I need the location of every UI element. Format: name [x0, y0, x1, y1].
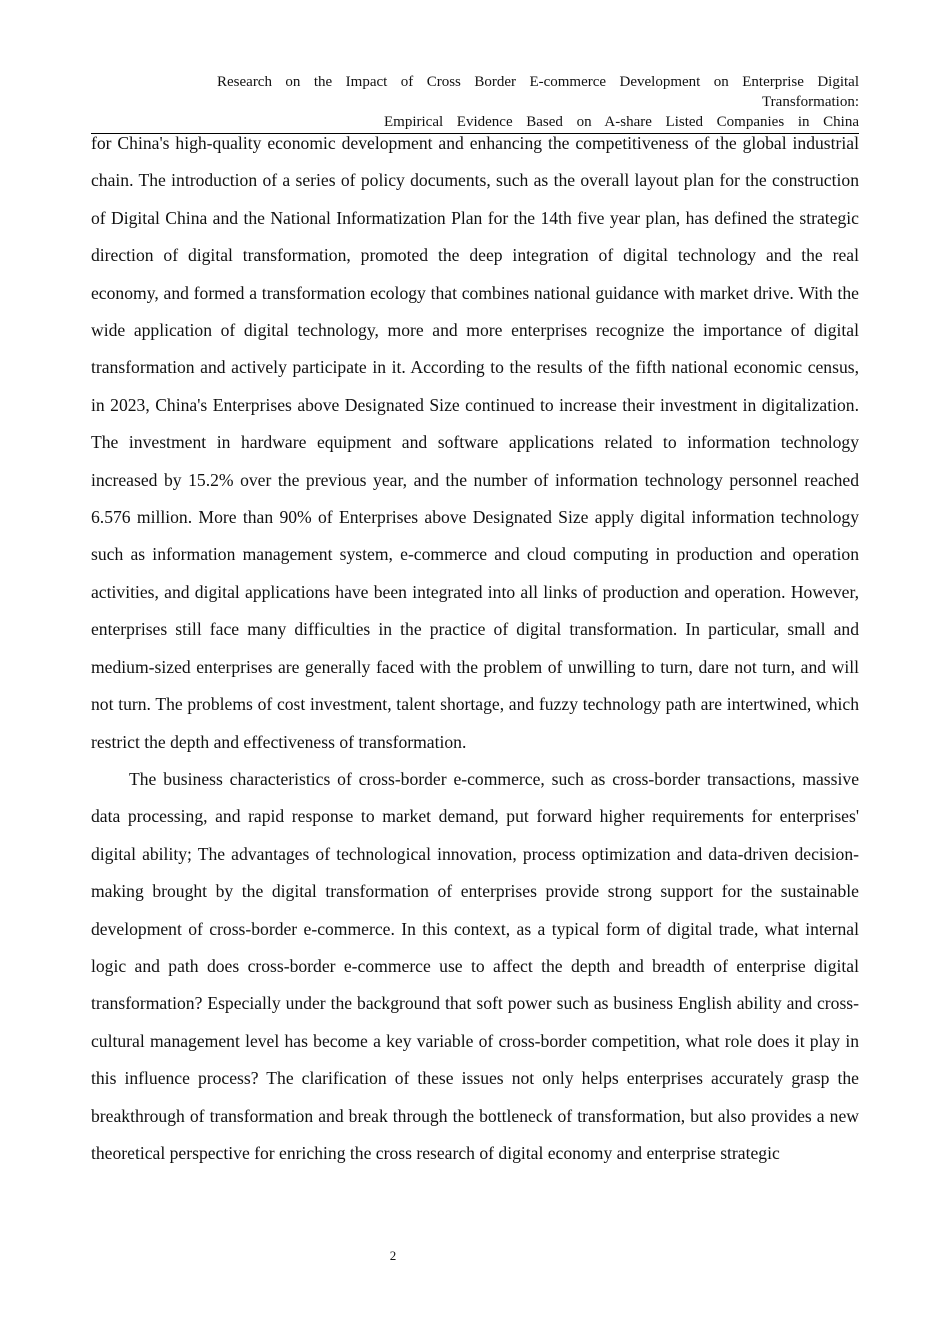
body-text [91, 125, 859, 1172]
header-title-line-3: Empirical Evidence Based on A-share Listed Companies in China [384, 114, 859, 130]
page-number: 2 [389, 1248, 397, 1263]
paragraph: The business characteristics of cross-border e-commerce, such as cross-border transactions, massive data processing, and rapid response to market demand, put forward higher requirements for enterprises' digital ability; The advantages of technological innovation, process optimization and data-driven decision-making brought by the digital transformation of enterprises provide strong support for the sustainable development of cross-border e-commerce. In this context, as a typical form of digital trade, what internal logic and path does cross-border e-commerce use to affect the depth and breadth of enterprise digital transformation? Especially under the background that soft power such as business English ability and cross-cultural management level has become a key variable of cross-border competition, what role does it play in this influence process? The clarification of these issues not only helps enterprises accurately grasp the breakthrough of transformation and break through the bottleneck of transformation, but also provides a new theoretical perspective for enriching the cross research of digital economy and enterprise strategic [91, 768, 859, 1163]
header-title-line-2: Transformation: [762, 94, 859, 110]
paragraph-continued: for China's high-quality economic development and enhancing the competitiveness of the global industrial chain. The introduction of a series of policy documents, such as the overall layout plan for the construction of Digital China and the National Informatization Plan for the 14th five year plan, has defined the strategic direction of digital transformation, promoted the deep integration of digital technology and the real economy, and formed a transformation ecology that combines national guidance with market drive. With the wide application of digital technology, more and more enterprises recognize the importance of digital transformation and actively participate in it. According to the results of the fifth national economic census, in 2023, China's Enterprises above Designated Size continued to increase their investment in digitalization. The investment in hardware equipment and software applications related to information technology increased by 15.2% over the previous year, and the number of information technology personnel reached 6.576 million. More than 90% of Enterprises above Designated Size apply digital information technology such as information management system, e-commerce and cloud computing in production and operation activities, and digital applications have been integrated into all links of production and operation. However, enterprises still face many difficulties in the practice of digital transformation. In particular, small and medium-sized enterprises are generally faced with the problem of unwilling to turn, dare not turn, and will not turn. The problems of cost investment, talent shortage, and fuzzy technology path are intertwined, which restrict the depth and effectiveness of transformation. [91, 133, 859, 752]
header-title-line-1: Research on the Impact of Cross Border E-commerce Development on Enterprise Digital [217, 74, 859, 90]
